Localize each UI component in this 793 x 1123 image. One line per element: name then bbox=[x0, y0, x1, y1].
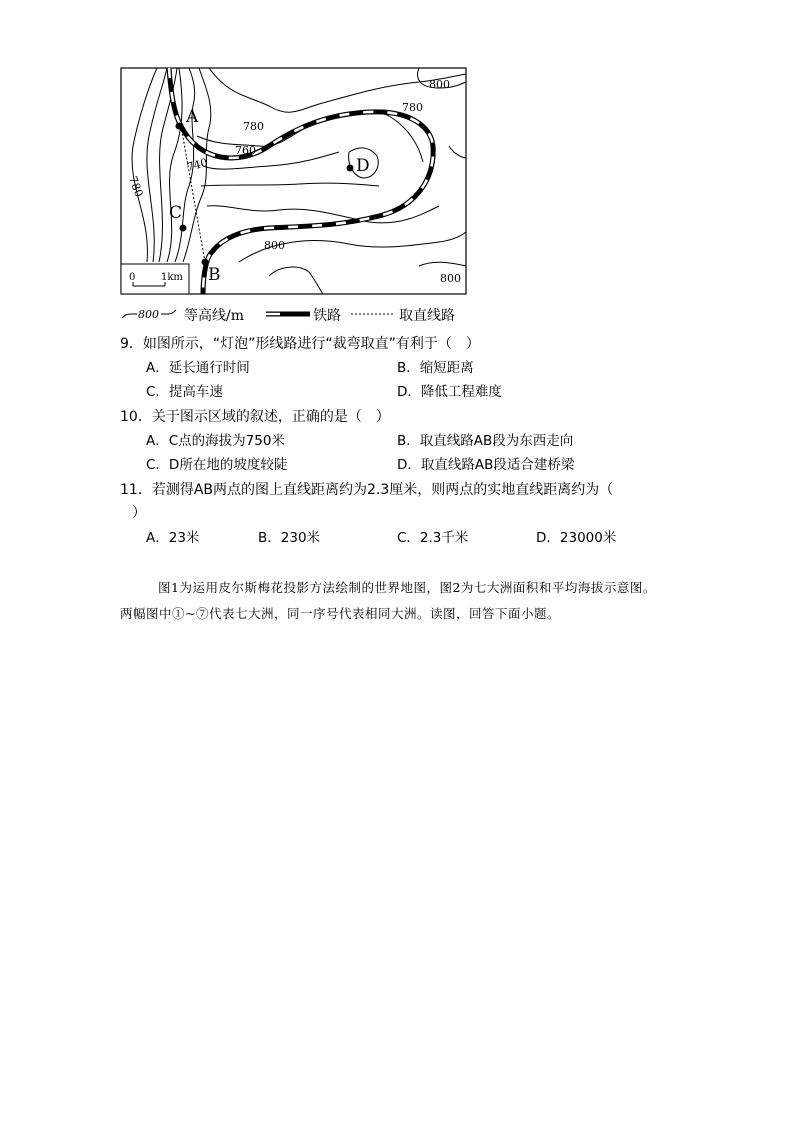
question-9-option-c[interactable]: C．提高车速 bbox=[146, 384, 223, 400]
contour-label: 740 bbox=[185, 155, 210, 174]
point-d-label: D bbox=[356, 156, 370, 176]
legend-straight-route-label: 取直线路 bbox=[399, 308, 455, 324]
question-10-option-d[interactable]: D．取直线路AB段适合建桥梁 bbox=[397, 457, 575, 473]
point-c-marker bbox=[180, 225, 187, 232]
map-legend bbox=[120, 303, 480, 325]
question-11-stem-continued: ） bbox=[132, 505, 146, 521]
question-9-option-b[interactable]: B．缩短距离 bbox=[397, 360, 474, 376]
question-10-option-c[interactable]: C．D所在地的坡度较陡 bbox=[146, 457, 288, 473]
point-a-label: A bbox=[186, 107, 199, 127]
point-a-marker bbox=[176, 123, 183, 130]
question-11-option-b[interactable]: B．230米 bbox=[258, 530, 321, 546]
topographic-map bbox=[119, 66, 469, 298]
contour-label: 780 bbox=[402, 101, 423, 114]
contour-label: 760 bbox=[235, 144, 256, 157]
legend-railway-label: 铁路 bbox=[313, 308, 341, 324]
question-11-option-a[interactable]: A．23米 bbox=[146, 530, 200, 546]
legend-contour-label: 等高线/m bbox=[184, 308, 244, 324]
scale-zero: 0 bbox=[129, 272, 136, 283]
point-c-label: C bbox=[169, 203, 183, 223]
legend-contour-sample: 800 bbox=[138, 308, 159, 321]
next-section-intro: 图1为运用皮尔斯梅花投影方法绘制的世界地图，图2为七大洲面积和平均海拔示意图。两幅图中①~⑦代表七大洲，同一序号代表相同大洲。读图，回答下面小题。 bbox=[120, 580, 656, 621]
question-9-option-a[interactable]: A．延长通行时间 bbox=[146, 360, 250, 376]
contour-label: 800 bbox=[440, 272, 461, 285]
contour-label: 800 bbox=[264, 239, 285, 252]
question-9-option-d[interactable]: D．降低工程难度 bbox=[397, 384, 502, 400]
question-11-option-c[interactable]: C．2.3千米 bbox=[397, 530, 469, 546]
point-d-marker bbox=[347, 165, 354, 172]
contour-label: 780 bbox=[243, 120, 264, 133]
question-9-stem: 9．如图所示，“灯泡”形线路进行“裁弯取直”有利于（ ） bbox=[120, 336, 480, 352]
question-11-option-d[interactable]: D．23000米 bbox=[536, 530, 617, 546]
point-b-label: B bbox=[208, 265, 221, 285]
question-10-stem: 10．关于图示区域的叙述，正确的是（ ） bbox=[120, 409, 390, 425]
contour-legend-icon bbox=[120, 304, 180, 324]
question-10-option-b[interactable]: B．取直线路AB段为东西走向 bbox=[397, 433, 574, 449]
railway-legend-icon bbox=[266, 308, 310, 320]
question-10-option-a[interactable]: A．C点的海拔为750米 bbox=[146, 433, 285, 449]
contour-label: 800 bbox=[429, 78, 450, 91]
straight-route-legend-icon bbox=[351, 308, 395, 320]
question-11-stem: 11．若测得AB两点的图上直线距离约为2.3厘米，则两点的实地直线距离约为（ bbox=[120, 482, 614, 498]
scale-distance: 1km bbox=[161, 272, 183, 283]
contour-label: 780 bbox=[126, 174, 146, 199]
